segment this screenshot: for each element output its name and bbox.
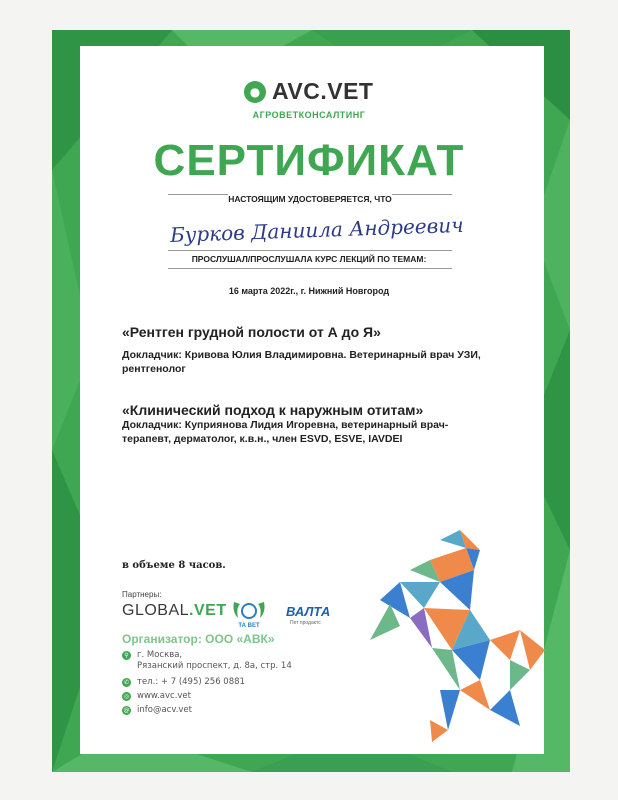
event-date: 16 марта 2022г., г. Нижний Новгород <box>228 286 390 296</box>
logo-subtitle: АГРОВЕТКОНСАЛТИНГ <box>252 110 366 120</box>
address-line-1: г. Москва, <box>137 650 183 660</box>
lecture-2-speaker: Докладчик: Куприянова Лидия Игоревна, ветеринарный врач-терапевт, дерматолог, к.в.н., член ESVD, ESVE, IAVDEI <box>122 419 449 445</box>
origami-dog-illustration <box>370 530 550 745</box>
valta-logo: ВАЛТА <box>286 604 331 619</box>
name-underline <box>168 250 452 251</box>
site-text: www.avc.vet <box>137 691 191 701</box>
partners-label: Партнеры: <box>122 590 162 599</box>
page-title: СЕРТИФИКАТ <box>153 136 465 185</box>
lecture-2-title: «Клинический подход к наружным отитам» <box>122 402 424 418</box>
handwritten-name: Бурков Даниила Андреевич <box>169 212 464 248</box>
apple-logo-icon: ● <box>244 81 266 103</box>
tavet-label: ТА ВЕТ <box>238 623 260 628</box>
logo-text: AVC.VET <box>272 78 374 104</box>
contact-site <box>122 691 191 702</box>
address-line-2: Рязанский проспект, д. 8а, стр. 14 <box>137 661 292 671</box>
location-icon: ⚲ <box>122 651 131 660</box>
divider-bottom <box>168 268 452 269</box>
certifies-text: НАСТОЯЩИМ УДОСТОВЕРЯЕТСЯ, ЧТО <box>228 194 392 204</box>
divider-left <box>168 194 228 195</box>
organizer: Организатор: ООО «АВК» <box>122 632 275 646</box>
course-volume: в объеме 8 часов. <box>122 560 226 571</box>
contact-address <box>122 650 292 672</box>
valta-subtitle: Пет продактс <box>290 620 321 626</box>
lecture-1-speaker: Докладчик: Кривова Юлия Владимировна. Ветеринарный врач УЗИ, рентгенолог <box>122 349 481 375</box>
contact-phone <box>122 677 245 688</box>
divider-right <box>392 194 452 195</box>
phone-icon: ✆ <box>123 679 130 686</box>
email-icon: @ <box>123 707 130 714</box>
globe-icon: ◎ <box>123 693 130 700</box>
attended-text: ПРОСЛУШАЛ/ПРОСЛУШАЛА КУРС ЛЕКЦИЙ ПО ТЕМАМ: <box>191 254 427 264</box>
phone-text: тел.: + 7 (495) 256 0881 <box>137 677 245 687</box>
lecture-1-title: «Рентген грудной полости от А до Я» <box>122 324 381 340</box>
globalvet-logo: GLOBAL.VET <box>122 602 227 619</box>
email-text: info@acv.vet <box>137 705 192 715</box>
avc-logo <box>244 78 373 105</box>
contact-email <box>122 705 192 716</box>
tavet-logo-icon <box>228 598 270 628</box>
